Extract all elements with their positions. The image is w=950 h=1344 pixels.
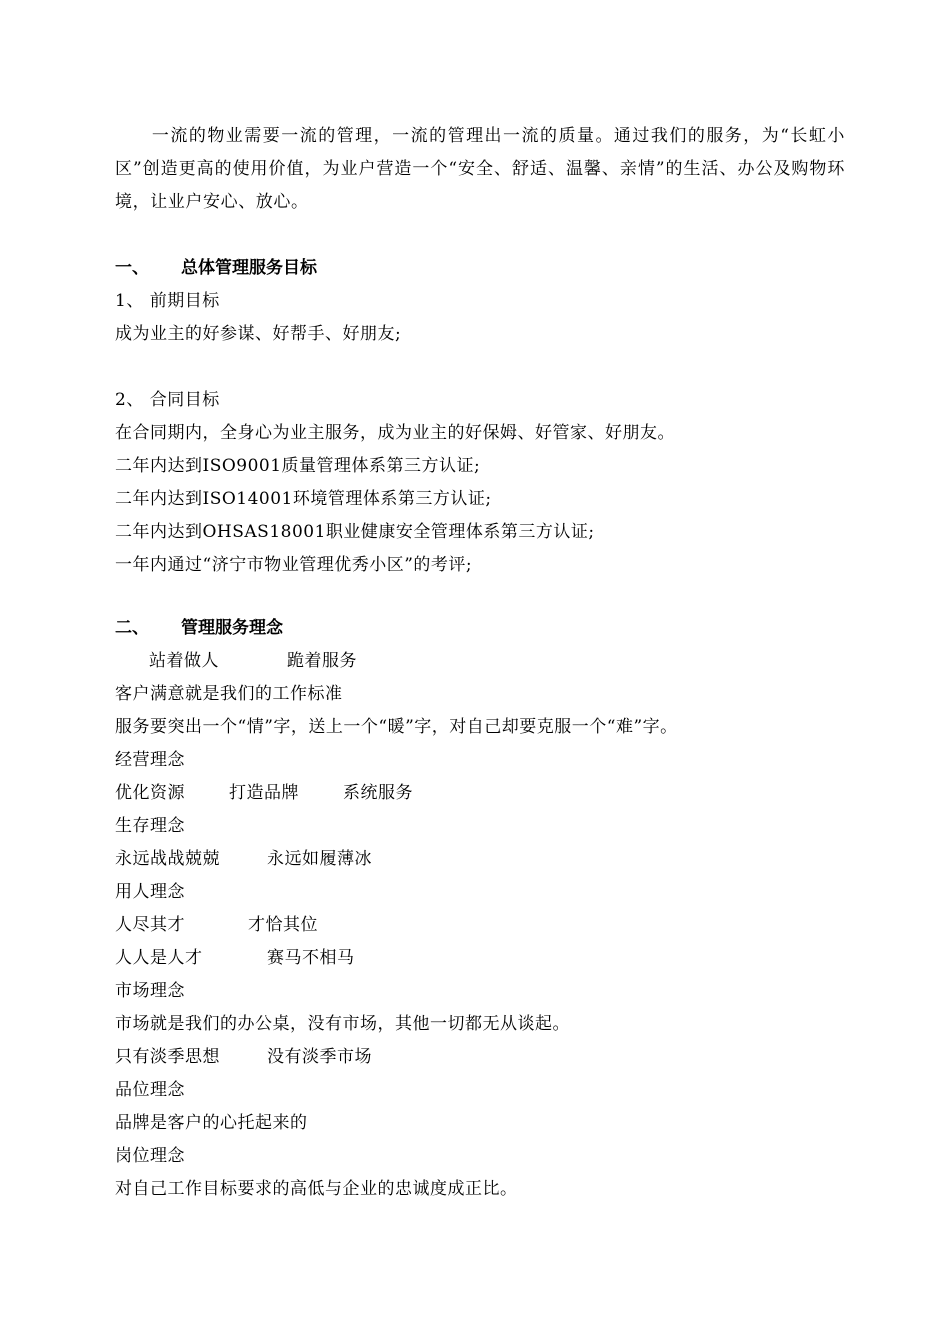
section1-title: 总体管理服务目标: [181, 258, 317, 278]
section2-number: 二、: [115, 618, 149, 638]
intro-text: 一流的物业需要一流的管理，一流的管理出一流的质量。通过我们的服务，为“长虹小区”创造更高的使用价值，为业户营造一个“安全、舒适、温馨、亲情”的生活、办公及购物环境，让业户安心、放心。: [115, 126, 845, 212]
survival-line: [115, 843, 875, 876]
goal2-item: 二年内达到OHSAS18001职业健康安全管理体系第三方认证;: [115, 522, 595, 542]
goal2-title: 2、 合同目标: [115, 390, 220, 410]
post-title: 岗位理念: [115, 1146, 185, 1166]
section-management-goals: [115, 252, 875, 582]
motto-line: [115, 645, 875, 678]
business-item: 系统服务: [343, 783, 413, 803]
section1-number: 一、: [115, 258, 149, 278]
employ-item: 赛马不相马: [267, 948, 355, 968]
goal2-item: 在合同期内，全身心为业主服务，成为业主的好保姆、好管家、好朋友。: [115, 423, 675, 443]
section2-heading: [115, 612, 875, 645]
survival-title: 生存理念: [115, 816, 185, 836]
goal2-item: 一年内通过“济宁市物业管理优秀小区”的考评;: [115, 555, 473, 575]
market-text: 市场就是我们的办公桌，没有市场，其他一切都无从谈起。: [115, 1014, 570, 1034]
employ-item: 才恰其位: [248, 915, 318, 935]
business-item: 打造品牌: [229, 783, 299, 803]
employ-line-2: [115, 942, 875, 975]
employ-title: 用人理念: [115, 882, 185, 902]
survival-item: 永远如履薄冰: [267, 849, 372, 869]
brand-text: 品牌是客户的心托起来的: [115, 1113, 308, 1133]
business-line: [115, 777, 875, 810]
section2-title: 管理服务理念: [181, 618, 283, 638]
market-item: 没有淡季市场: [267, 1047, 372, 1067]
standard-text: 客户满意就是我们的工作标准: [115, 684, 343, 704]
goal2-item: 二年内达到ISO9001质量管理体系第三方认证;: [115, 456, 481, 476]
motto-a: 站着做人: [149, 651, 219, 671]
section-service-philosophy: [115, 612, 875, 1206]
intro-paragraph: [115, 120, 845, 219]
market-item: 只有淡季思想: [115, 1047, 220, 1067]
goal1-title: 1、 前期目标: [115, 291, 220, 311]
service-text: 服务要突出一个“情”字，送上一个“暖”字，对自己却要克服一个“难”字。: [115, 717, 678, 737]
post-text: 对自己工作目标要求的高低与企业的忠诚度成正比。: [115, 1179, 518, 1199]
market-title: 市场理念: [115, 981, 185, 1001]
business-title: 经营理念: [115, 750, 185, 770]
section1-heading: [115, 252, 875, 285]
employ-item: 人尽其才: [115, 915, 185, 935]
employ-item: 人人是人才: [115, 948, 203, 968]
spacer: [115, 351, 875, 384]
business-item: 优化资源: [115, 783, 185, 803]
market-line: [115, 1041, 875, 1074]
motto-b: 跪着服务: [287, 651, 357, 671]
goal1-text: 成为业主的好参谋、好帮手、好朋友;: [115, 324, 402, 344]
brand-title: 品位理念: [115, 1080, 185, 1100]
employ-line-1: [115, 909, 875, 942]
goal2-item: 二年内达到ISO14001环境管理体系第三方认证;: [115, 489, 492, 509]
survival-item: 永远战战兢兢: [115, 849, 220, 869]
